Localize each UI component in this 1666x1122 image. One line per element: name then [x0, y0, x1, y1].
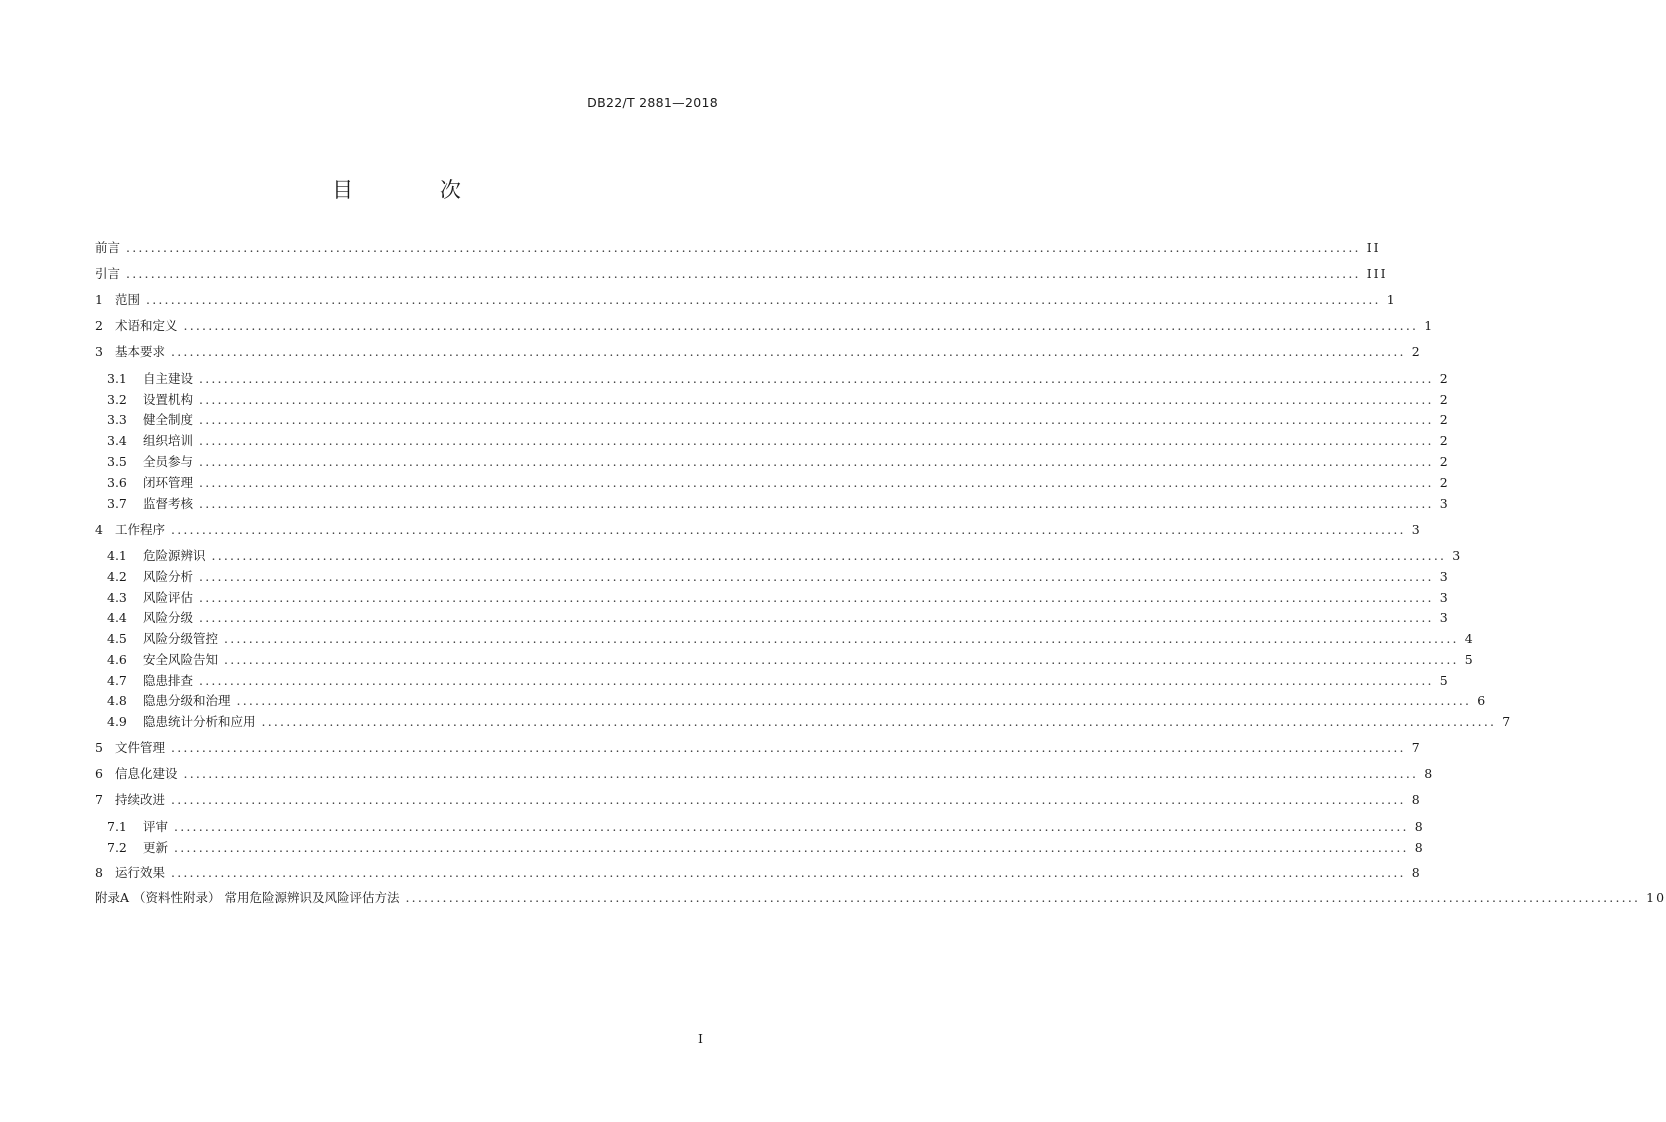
toc-entry[interactable] [107, 672, 1450, 690]
toc-entry-number: 3.6 [107, 475, 127, 490]
toc-entry-label: 更新 [143, 840, 169, 855]
toc-entry-label: 运行效果 [115, 865, 166, 880]
toc-entry-label: 工作程序 [115, 522, 166, 537]
toc-entry-label: 信息化建设 [115, 766, 178, 781]
toc-entry-number: 4.9 [107, 714, 127, 729]
toc-entry[interactable] [95, 521, 1422, 539]
toc-entry[interactable] [95, 343, 1422, 361]
toc-leader-dots: ........................................................................................................................................................................................................ [199, 392, 1434, 407]
toc-entry[interactable] [95, 739, 1422, 757]
toc-entry-label: 术语和定义 [115, 318, 178, 333]
toc-entry-number: 4 [95, 522, 103, 537]
toc-entry-number: 1 [95, 292, 103, 307]
toc-entry-page: 2 [1439, 392, 1450, 407]
toc-entry[interactable] [107, 391, 1450, 409]
toc-entry-number: 3.2 [107, 392, 127, 407]
toc-entry-label: 危险源辨识 [143, 548, 206, 563]
toc-leader-dots: ........................................................................................................................................................................................................ [261, 714, 1497, 729]
toc-leader-dots: ........................................................................................................................................................................................................ [199, 610, 1434, 625]
document-code: DB22/T 2881—2018 [587, 95, 718, 110]
toc-leader-dots: ........................................................................................................................................................................................................ [199, 454, 1434, 469]
toc-entry-page: 10 [1646, 890, 1666, 905]
toc-entry-page: 8 [1414, 840, 1425, 855]
toc-entry-label: 持续改进 [115, 792, 166, 807]
toc-leader-dots: ........................................................................................................................................................................................................ [199, 475, 1434, 490]
toc-entry-label: 附录A （资料性附录） 常用危险源辨识及风险评估方法 [95, 890, 400, 905]
toc-entry-number: 7.2 [107, 840, 127, 855]
page-title: 目 次 [332, 178, 501, 202]
toc-entry[interactable] [107, 474, 1450, 492]
toc-entry[interactable] [95, 265, 1388, 283]
toc-entry-number: 4.2 [107, 569, 127, 584]
toc-leader-dots: ........................................................................................................................................................................................................ [171, 865, 1406, 880]
toc-entry-label: 风险分级 [143, 610, 194, 625]
toc-entry-page: 6 [1477, 693, 1488, 708]
toc-entry-page: 3 [1452, 548, 1463, 563]
toc-leader-dots: ........................................................................................................................................................................................................ [199, 496, 1434, 511]
toc-entry[interactable] [107, 818, 1425, 836]
toc-entry[interactable] [95, 765, 1435, 783]
toc-entry-number: 3.1 [107, 371, 127, 386]
toc-leader-dots: ........................................................................................................................................................................................................ [199, 673, 1434, 688]
toc-entry[interactable] [107, 568, 1450, 586]
toc-entry-number: 3.4 [107, 433, 127, 448]
toc-entry-label: 范围 [115, 292, 141, 307]
toc-entry[interactable] [107, 589, 1450, 607]
toc-entry-label: 健全制度 [143, 412, 194, 427]
toc-entry-label: 隐患统计分析和应用 [143, 714, 256, 729]
toc-entry[interactable] [107, 609, 1450, 627]
toc-leader-dots: ........................................................................................................................................................................................................ [126, 240, 1361, 255]
toc-leader-dots: ........................................................................................................................................................................................................ [224, 652, 1459, 667]
toc-entry-label: 前言 [95, 240, 121, 255]
toc-entry[interactable] [107, 630, 1475, 648]
toc-entry[interactable] [107, 370, 1450, 388]
toc-entry-label: 组织培训 [143, 433, 194, 448]
toc-leader-dots: ........................................................................................................................................................................................................ [183, 766, 1419, 781]
toc-entry-number: 4.3 [107, 590, 127, 605]
toc-entry-label: 引言 [95, 266, 121, 281]
toc-leader-dots: ........................................................................................................................................................................................................ [199, 433, 1434, 448]
toc-entry-number: 2 [95, 318, 103, 333]
toc-entry-page: 7 [1502, 714, 1513, 729]
toc-entry-page: 2 [1439, 433, 1450, 448]
toc-entry-page: III [1366, 266, 1388, 281]
toc-entry-number: 3.5 [107, 454, 127, 469]
toc-entry[interactable] [107, 839, 1425, 857]
toc-entry-page: 3 [1439, 590, 1450, 605]
toc-entry[interactable] [95, 239, 1381, 257]
toc-entry-page: 3 [1439, 496, 1450, 511]
toc-entry-page: 4 [1464, 631, 1475, 646]
toc-entry[interactable] [107, 651, 1475, 669]
toc-entry-page: 3 [1411, 522, 1422, 537]
toc-entry-label: 风险分级管控 [143, 631, 219, 646]
toc-leader-dots: ........................................................................................................................................................................................................ [199, 412, 1434, 427]
toc-entry-label: 隐患分级和治理 [143, 693, 231, 708]
toc-entry[interactable] [95, 864, 1422, 882]
toc-entry[interactable] [107, 495, 1450, 513]
toc-entry-page: 7 [1411, 740, 1422, 755]
toc-entry-label: 隐患排查 [143, 673, 194, 688]
toc-entry-page: 2 [1439, 371, 1450, 386]
toc-entry-page: 8 [1424, 766, 1435, 781]
toc-entry[interactable] [107, 432, 1450, 450]
toc-entry-label: 全员参与 [143, 454, 194, 469]
toc-entry-label: 安全风险告知 [143, 652, 219, 667]
toc-entry-page: 1 [1386, 292, 1397, 307]
toc-entry-label: 文件管理 [115, 740, 166, 755]
toc-entry-page: 8 [1411, 865, 1422, 880]
toc-leader-dots: ........................................................................................................................................................................................................ [171, 792, 1406, 807]
toc-leader-dots: ........................................................................................................................................................................................................ [126, 266, 1361, 281]
toc-entry-number: 8 [95, 865, 103, 880]
toc-entry-page: 2 [1439, 412, 1450, 427]
toc-entry-label: 风险分析 [143, 569, 194, 584]
toc-leader-dots: ........................................................................................................................................................................................................ [405, 890, 1641, 905]
toc-entry-label: 风险评估 [143, 590, 194, 605]
toc-leader-dots: ........................................................................................................................................................................................................ [211, 548, 1447, 563]
toc-entry-number: 3.3 [107, 412, 127, 427]
toc-entry-number: 5 [95, 740, 103, 755]
toc-leader-dots: ........................................................................................................................................................................................................ [146, 292, 1381, 307]
toc-leader-dots: ........................................................................................................................................................................................................ [183, 318, 1419, 333]
toc-entry-number: 7.1 [107, 819, 127, 834]
toc-entry[interactable] [95, 889, 1666, 907]
toc-entry-label: 评审 [143, 819, 169, 834]
toc-leader-dots: ........................................................................................................................................................................................................ [224, 631, 1459, 646]
toc-entry-number: 7 [95, 792, 103, 807]
toc-entry-page: 8 [1411, 792, 1422, 807]
toc-entry-number: 4.6 [107, 652, 127, 667]
toc-entry[interactable] [107, 713, 1513, 731]
toc-entry[interactable] [107, 547, 1463, 565]
toc-entry-label: 监督考核 [143, 496, 194, 511]
toc-leader-dots: ........................................................................................................................................................................................................ [174, 840, 1409, 855]
toc-entry[interactable] [107, 692, 1488, 710]
toc-leader-dots: ........................................................................................................................................................................................................ [236, 693, 1472, 708]
toc-entry[interactable] [95, 291, 1397, 309]
toc-entry[interactable] [95, 791, 1422, 809]
toc-entry-page: II [1366, 240, 1381, 255]
toc-leader-dots: ........................................................................................................................................................................................................ [199, 569, 1434, 584]
toc-leader-dots: ........................................................................................................................................................................................................ [171, 740, 1406, 755]
toc-entry-label: 自主建设 [143, 371, 194, 386]
toc-entry-page: 8 [1414, 819, 1425, 834]
toc-leader-dots: ........................................................................................................................................................................................................ [171, 522, 1406, 537]
toc-entry[interactable] [95, 317, 1435, 335]
toc-entry-page: 5 [1439, 673, 1450, 688]
toc-entry-label: 设置机构 [143, 392, 194, 407]
toc-entry[interactable] [107, 453, 1450, 471]
toc-entry-number: 3 [95, 344, 103, 359]
toc-entry-number: 4.1 [107, 548, 127, 563]
toc-entry-page: 3 [1439, 569, 1450, 584]
toc-entry-page: 3 [1439, 610, 1450, 625]
toc-entry-number: 6 [95, 766, 103, 781]
toc-entry-page: 5 [1464, 652, 1475, 667]
toc-entry-page: 2 [1411, 344, 1422, 359]
toc-leader-dots: ........................................................................................................................................................................................................ [199, 371, 1434, 386]
toc-entry-page: 1 [1424, 318, 1435, 333]
page-number: I [698, 1031, 703, 1046]
toc-entry-number: 3.7 [107, 496, 127, 511]
toc-entry-page: 2 [1439, 475, 1450, 490]
toc-leader-dots: ........................................................................................................................................................................................................ [171, 344, 1406, 359]
toc-entry-number: 4.8 [107, 693, 127, 708]
toc-entry-label: 闭环管理 [143, 475, 194, 490]
toc-entry-number: 4.5 [107, 631, 127, 646]
toc-entry[interactable] [107, 411, 1450, 429]
toc-leader-dots: ........................................................................................................................................................................................................ [199, 590, 1434, 605]
toc-entry-number: 4.4 [107, 610, 127, 625]
toc-entry-label: 基本要求 [115, 344, 166, 359]
toc-entry-page: 2 [1439, 454, 1450, 469]
toc-leader-dots: ........................................................................................................................................................................................................ [174, 819, 1409, 834]
toc-entry-number: 4.7 [107, 673, 127, 688]
